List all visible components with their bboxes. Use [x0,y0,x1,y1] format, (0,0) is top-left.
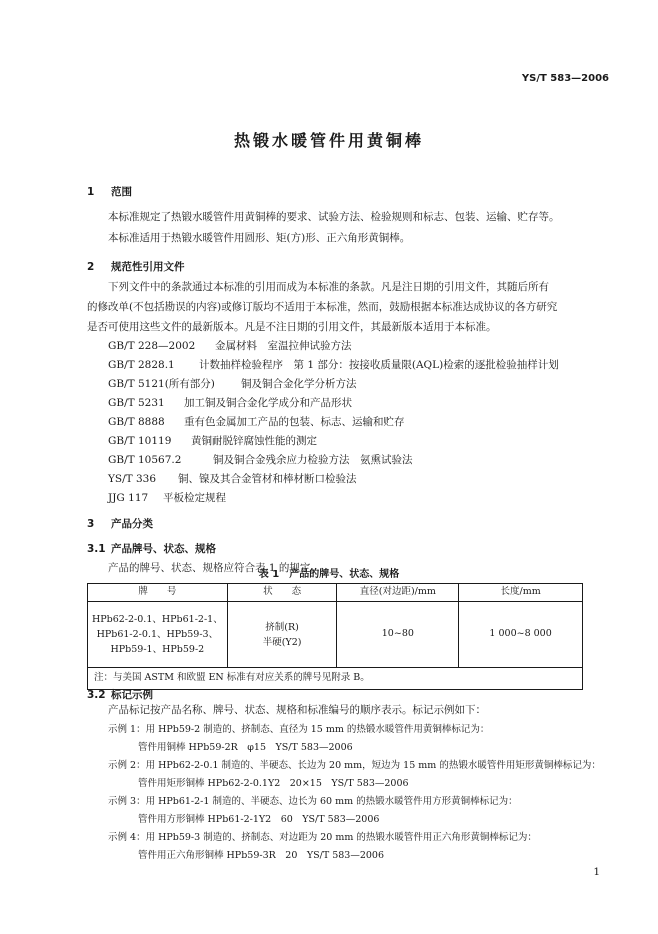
table-caption: 表 1 产品的牌号、状态、规格 [258,569,400,580]
reference-title: 铜及铜合金残余应力检验方法 氨熏试验法 [213,454,413,466]
example-label: 示例 1：用 HPb59-2 制造的、挤制态、直径为 15 mm 的热锻水暖管件用黄铜棒标记为： [108,724,490,735]
state-line: 挤制(R) [265,621,299,633]
reference-item [108,340,352,354]
section-title: 规范性引用文件 [111,261,185,273]
section-number: 3 [87,518,95,530]
paragraph-line: 的修改单(不包括勘误的内容)或修订版均不适用于本标准，然而，鼓励根据本标准达成协议的各方研究 [87,301,558,313]
section-number: 2 [87,261,95,273]
reference-item [108,416,405,430]
paragraph: 产品标记按产品名称、牌号、状态、规格和标准编号的顺序表示。标记示例如下： [108,704,486,716]
section-title: 标记示例 [111,689,153,701]
reference-title: 计数抽样检验程序 第 1 部分：按接收质量限(AQL)检索的逐批检验抽样计划 [199,359,559,371]
table-header-cell: 直径(对边距)/mm [337,584,459,602]
table-header-cell: 牌 号 [88,584,228,602]
paragraph: 本标准适用于热锻水暖管件用圆形、矩(方)形、正六角形黄铜棒。 [108,232,411,244]
table-header-cell: 长度/mm [459,584,583,602]
paragraph-line: 是否可使用这些文件的最新版本。凡是不注日期的引用文件，其最新版本适用于本标准。 [87,321,497,333]
reference-item [108,454,413,468]
subsection-3-1-heading [87,543,216,557]
example-mark: 管件用正六角形铜棒 HPb59-3R 20 YS/T 583—2006 [138,850,385,861]
table-note: 注：与美国 ASTM 和欧盟 EN 标准有对应关系的牌号见附录 B。 [88,668,583,690]
paragraph-line: 下列文件中的条款通过本标准的引用而成为本标准的条款。凡是注日期的引用文件，其随后所有 [108,281,549,293]
subsection-3-2-heading [87,689,153,703]
reference-title: 加工铜及铜合金化学成分和产品形状 [184,397,352,409]
table-cell-states [227,602,337,668]
table-note-row [88,668,583,690]
section-number: 3.1 [87,543,106,555]
reference-title: 金属材料 室温拉伸试验方法 [215,340,352,352]
grade-line: HPb59-1、HPb59-2 [110,644,205,655]
reference-code: GB/T 10119 [108,435,172,447]
reference-code: GB/T 228—2002 [108,340,196,352]
table-row [88,602,583,668]
reference-code: GB/T 5121(所有部分) [108,378,215,390]
reference-code: GB/T 2828.1 [108,359,175,371]
reference-item [108,492,226,506]
section-title: 产品分类 [111,518,153,530]
example-label: 示例 3：用 HPb61-2-1 制造的、半硬态、边长为 60 mm 的热锻水暖管件用方形黄铜棒标记为： [108,796,518,807]
page-number: 1 [593,866,600,878]
reference-item [108,359,559,373]
reference-code: JJG 117 [108,492,149,504]
example-mark: 管件用矩形铜棒 HPb62-2-0.1Y2 20×15 YS/T 583—2006 [138,778,409,789]
product-table [87,583,583,690]
table-header-cell: 状 态 [227,584,337,602]
reference-title: 平板检定规程 [163,492,226,504]
grade-line: HPb61-2-0.1、HPb59-3、 [96,629,219,640]
reference-code: YS/T 336 [108,473,157,485]
section-3-heading [87,518,153,532]
section-number: 1 [87,186,95,198]
table-cell-length: 1 000~8 000 [459,602,583,668]
section-1-heading [87,186,132,200]
standard-code: YS/T 583—2006 [521,73,609,84]
state-line: 半硬(Y2) [262,636,302,648]
section-title: 范围 [111,186,132,198]
table-cell-diameter: 10~80 [337,602,459,668]
document-title: 热锻水暖管件用黄铜棒 [233,131,424,150]
reference-item [108,397,352,411]
reference-code: GB/T 5231 [108,397,165,409]
example-mark: 管件用方形铜棒 HPb61-2-1Y2 60 YS/T 583—2006 [138,814,380,825]
example-mark: 管件用铜棒 HPb59-2R φ15 YS/T 583—2006 [138,742,353,753]
paragraph: 产品的牌号、状态、规格应符合表 1 的规定。 [108,562,321,574]
reference-item [108,435,317,449]
table-header-row [88,584,583,602]
reference-title: 黄铜耐脱锌腐蚀性能的测定 [191,435,317,447]
reference-item [108,378,357,392]
example-label: 示例 4：用 HPb59-3 制造的、挤制态、对边距为 20 mm 的热锻水暖管件用正六角形黄铜棒标记为： [108,832,537,843]
reference-code: GB/T 8888 [108,416,165,428]
example-label: 示例 2：用 HPb62-2-0.1 制造的、半硬态、长边为 20 mm，短边为 15 mm 的热锻水暖管件用矩形黄铜棒标记为： [108,760,601,771]
section-2-heading [87,261,185,275]
reference-title: 铜、镍及其合金管材和棒材断口检验法 [178,473,357,485]
reference-title: 铜及铜合金化学分析方法 [241,378,357,390]
reference-item [108,473,357,487]
reference-title: 重有色金属加工产品的包装、标志、运输和贮存 [184,416,405,428]
grade-line: HPb62-2-0.1、HPb61-2-1、 [91,614,223,625]
section-title: 产品牌号、状态、规格 [111,543,216,555]
paragraph: 本标准规定了热锻水暖管件用黄铜棒的要求、试验方法、检验规则和标志、包装、运输、贮存等。 [108,211,560,223]
table-cell-grades [88,602,228,668]
reference-code: GB/T 10567.2 [108,454,182,466]
section-number: 3.2 [87,689,106,701]
